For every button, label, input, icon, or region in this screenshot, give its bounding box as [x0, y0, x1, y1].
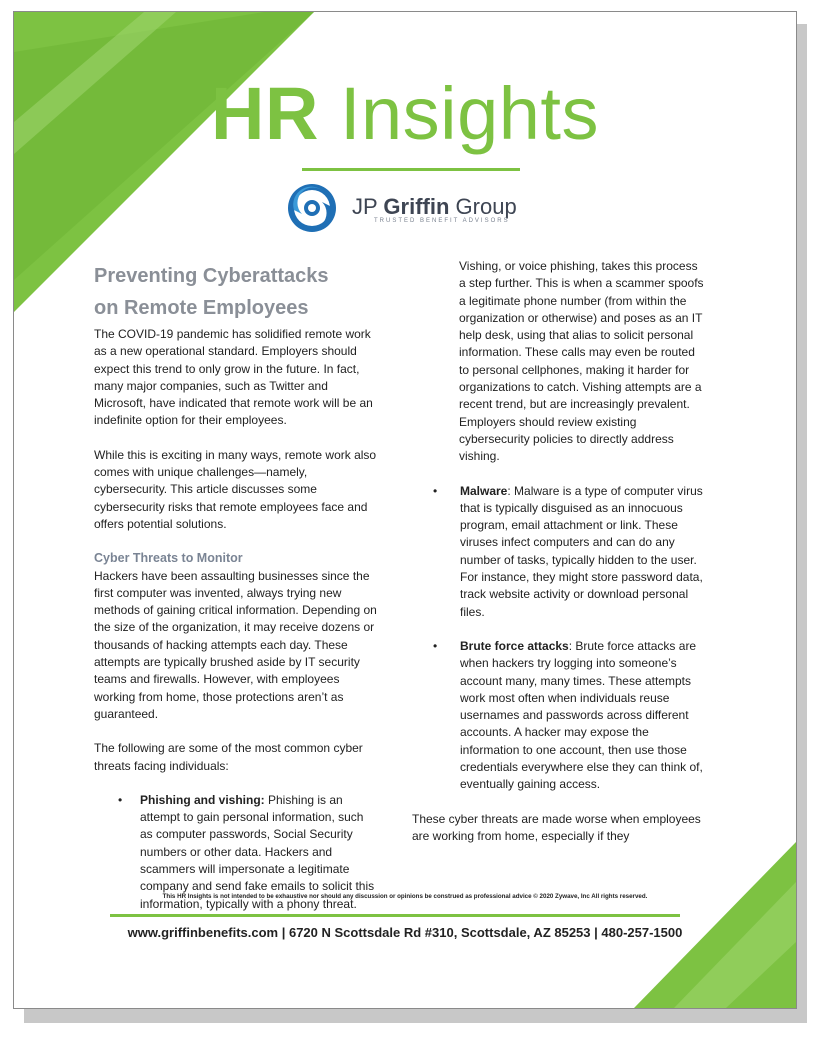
document-page [13, 11, 797, 1009]
masthead-title [14, 72, 796, 156]
right-column [412, 258, 704, 862]
masthead-rule [302, 168, 520, 171]
swirl-logo-icon [284, 180, 340, 236]
footer-contact: www.griffinbenefits.com | 6720 N Scottsdale Rd #310, Scottsdale, AZ 85253 | 480-257-1500 [127, 925, 683, 940]
article-headline [94, 260, 378, 324]
section-paragraph-1: Hackers have been assaulting businesses since the first computer was invented, always trying new methods of gaining critical information. Depending on the size of the organization, it may receive dozens or thousands of hacking attempts each day. These attempts are typically brushed aside by IT security teams and firewalls. However, with employees working from home, those protections aren’t as guaranteed. [94, 568, 377, 721]
closing-paragraph: These cyber threats are made worse when employees are working from home, especially if they [412, 811, 701, 843]
headline-line-1: Preventing Cyberattacks [94, 265, 329, 287]
bullet-term: Brute force attacks [460, 638, 569, 653]
company-logo [284, 180, 544, 240]
bullet-text: : Malware is a type of computer virus that is typically disguised as an innocuous program, email attachment or link. These viruses infect computers and can do any number of tasks, typically hidden to the user. For instance, they might store password data, track website activity or download personal files. [460, 483, 703, 619]
masthead-title-light: Insights [339, 72, 599, 155]
bullet-term: Malware [460, 483, 508, 498]
logo-name-group: Group [455, 194, 517, 219]
threat-list-right [412, 483, 704, 794]
list-item-malware [412, 483, 704, 621]
footer-rule [110, 914, 680, 917]
bullet-term: Phishing and vishing: [140, 792, 265, 807]
headline-line-2: on Remote Employees [94, 297, 309, 319]
logo-tagline: TRUSTED BENEFIT ADVISORS [374, 218, 510, 224]
section-heading: Cyber Threats to Monitor [94, 551, 243, 566]
list-item-brute-force [412, 638, 704, 794]
bullet-dot: • [433, 483, 438, 498]
bullet-text: Phishing is an attempt to gain personal information, such as computer passwords, Social Security numbers or other data. Hackers and scammers will impersonate a legitimate company and send fake emails to solicit this information, typically with a phony threat. [140, 792, 375, 911]
intro-paragraph-2: While this is exciting in many ways, remote work also comes with unique challenges—namely, cybersecurity. This article discusses some cybersecurity risks that remote employees face and offers potential solutions. [94, 447, 377, 531]
masthead-title-bold: HR [211, 72, 319, 155]
logo-wordmark [352, 194, 517, 220]
bullet-text: : Brute force attacks are when hackers try logging into someone’s account many, many times. These attempts work most often when individuals reuse usernames and passwords across different accounts. A hacker may expose the information to one account, then use those credentials everywhere else they can think of, eventually gaining access. [460, 638, 703, 792]
intro-paragraph-1: The COVID-19 pandemic has solidified remote work as a new operational standard. Employers should expect this trend to only grow in the future. In fact, many major companies, such as Twitter and Microsoft, have indicated that remote work will be an indefinite option for their employees. [94, 327, 373, 428]
disclaimer: This HR Insights is not intended to be exhaustive nor should any discussion or opinions be construed as professional advice © 2020 Zywave, Inc All rights reserved. [162, 893, 648, 900]
left-column [94, 260, 378, 930]
logo-name-jp: JP [352, 194, 378, 219]
section-paragraph-2: The following are some of the most common cyber threats facing individuals: [94, 741, 363, 773]
bullet-dot: • [118, 792, 123, 807]
vishing-paragraph: Vishing, or voice phishing, takes this process a step further. This is when a scammer spoofs a legitimate phone number (from within the organization or otherwise) and poses as an IT help desk, using that alias to solicit personal information. These calls may even be routed to personal cellphones, making it harder for organizations to catch. Vishing attempts are a recent trend, but are increasingly prevalent. Employers should review existing cybersecurity policies to directly address vishing. [459, 259, 704, 464]
logo-name-griffin: Griffin [383, 194, 450, 219]
bullet-dot: • [433, 638, 438, 653]
